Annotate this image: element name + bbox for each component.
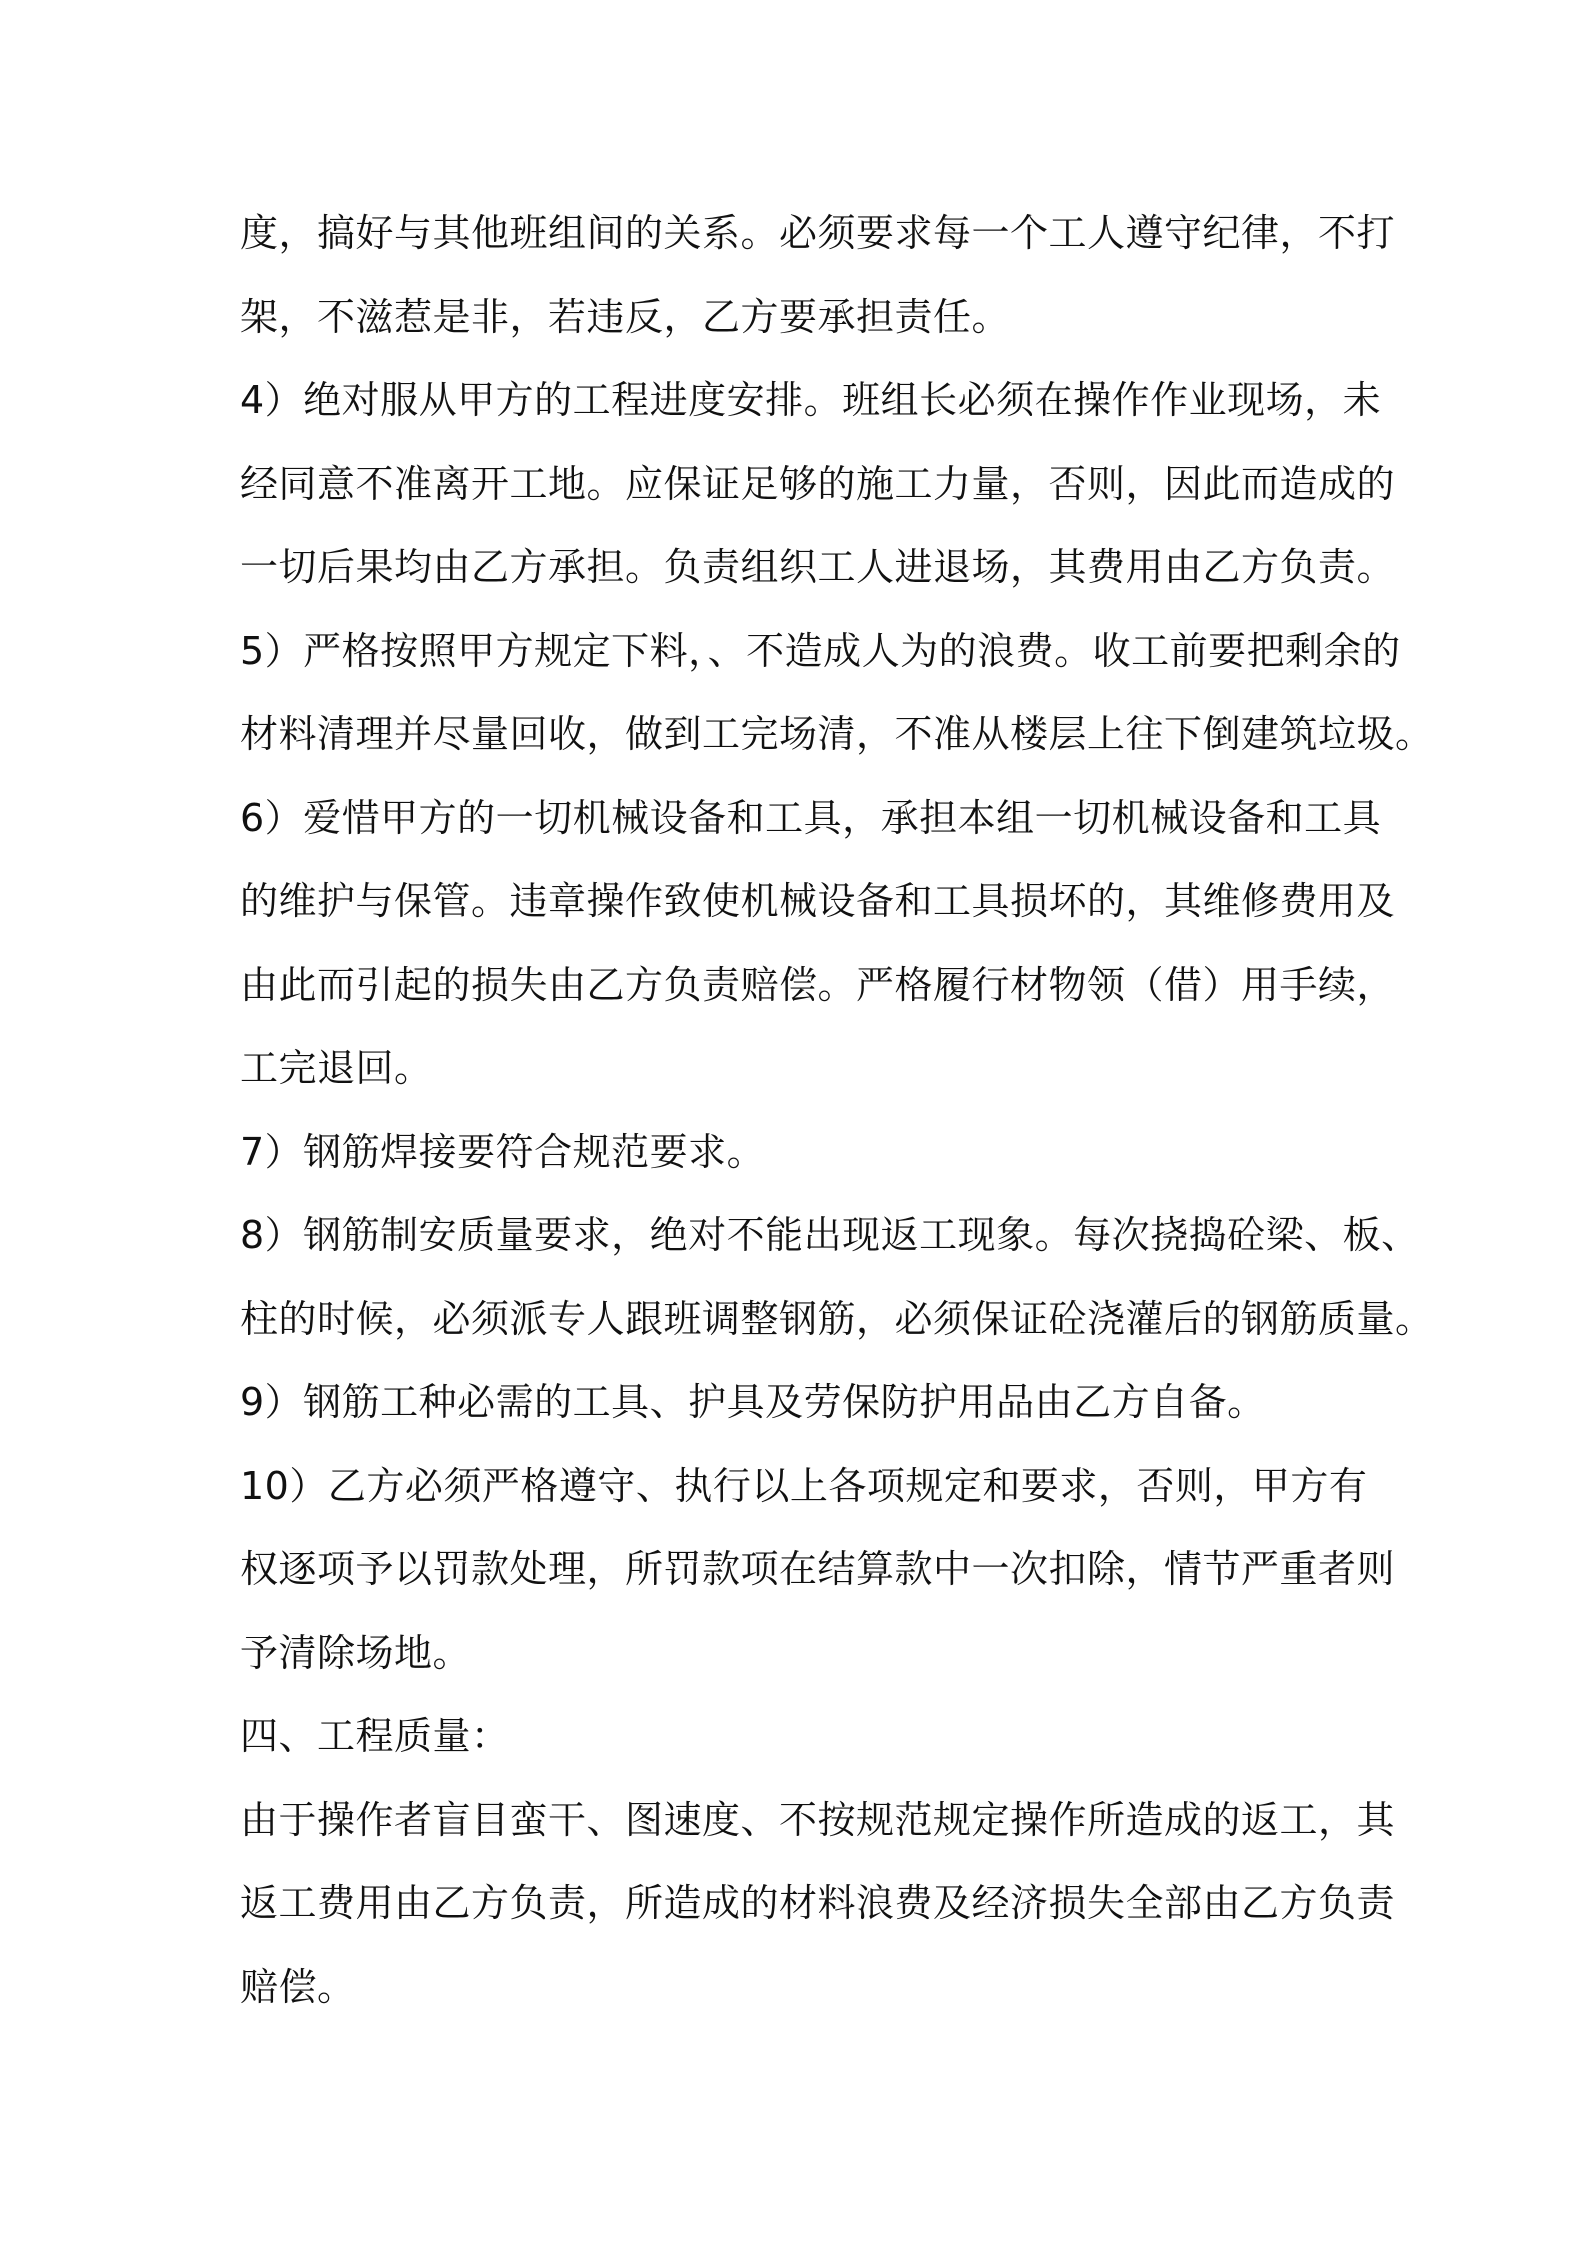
text-line: 度，搞好与其他班组间的关系。必须要求每一个工人遵守纪律，不打 bbox=[240, 211, 1396, 255]
text-line: 8）钢筋制安质量要求，绝对不能出现返工现象。每次挠捣砼梁、板、 bbox=[240, 1213, 1420, 1257]
text-line: 由于操作者盲目蛮干、图速度、不按规范规定操作所造成的返工，其 bbox=[240, 1797, 1396, 1842]
text-line: 一切后果均由乙方承担。负责组织工人进退场，其费用由乙方负责。 bbox=[240, 545, 1396, 589]
text-line: 工完退回。 bbox=[240, 1046, 433, 1090]
document-body bbox=[240, 192, 1434, 2029]
text-line: 返工费用由乙方负责，所造成的材料浪费及经济损失全部由乙方负责 bbox=[240, 1881, 1396, 1925]
text-line: 7）钢筋焊接要符合规范要求。 bbox=[240, 1129, 766, 1174]
text-line: 架，不滋惹是非，若违反，乙方要承担责任。 bbox=[240, 294, 1011, 339]
text-line: 予清除场地。 bbox=[240, 1630, 472, 1675]
text-line: 权逐项予以罚款处理，所罚款项在结算款中一次扣除，情节严重者则 bbox=[240, 1547, 1396, 1591]
text-line: 10）乙方必须严格遵守、执行以上各项规定和要求，否则，甲方有 bbox=[240, 1463, 1368, 1508]
text-line: 柱的时候，必须派专人跟班调整钢筋，必须保证砼浇灌后的钢筋质量。 bbox=[240, 1296, 1434, 1341]
text-line: 由此而引起的损失由乙方负责赔偿。严格履行材物领（借）用手续， bbox=[240, 962, 1396, 1007]
text-line: 的维护与保管。违章操作致使机械设备和工具损坏的，其维修费用及 bbox=[240, 879, 1396, 923]
text-line: 4）绝对服从甲方的工程进度安排。班组长必须在操作作业现场，未 bbox=[240, 378, 1382, 422]
section-heading: 四、工程质量： bbox=[240, 1714, 510, 1758]
text-line: 经同意不准离开工地。应保证足够的施工力量，否则，因此而造成的 bbox=[240, 461, 1396, 506]
text-line: 材料清理并尽量回收，做到工完场清，不准从楼层上往下倒建筑垃圾。 bbox=[240, 712, 1434, 756]
text-line: 9）钢筋工种必需的工具、护具及劳保防护用品由乙方自备。 bbox=[240, 1380, 1266, 1424]
text-line: 6）爱惜甲方的一切机械设备和工具，承担本组一切机械设备和工具 bbox=[240, 795, 1382, 840]
text-line: 赔偿。 bbox=[240, 1964, 356, 2009]
text-line: 5）严格按照甲方规定下料，、不造成人为的浪费。收工前要把剩余的 bbox=[240, 628, 1401, 673]
